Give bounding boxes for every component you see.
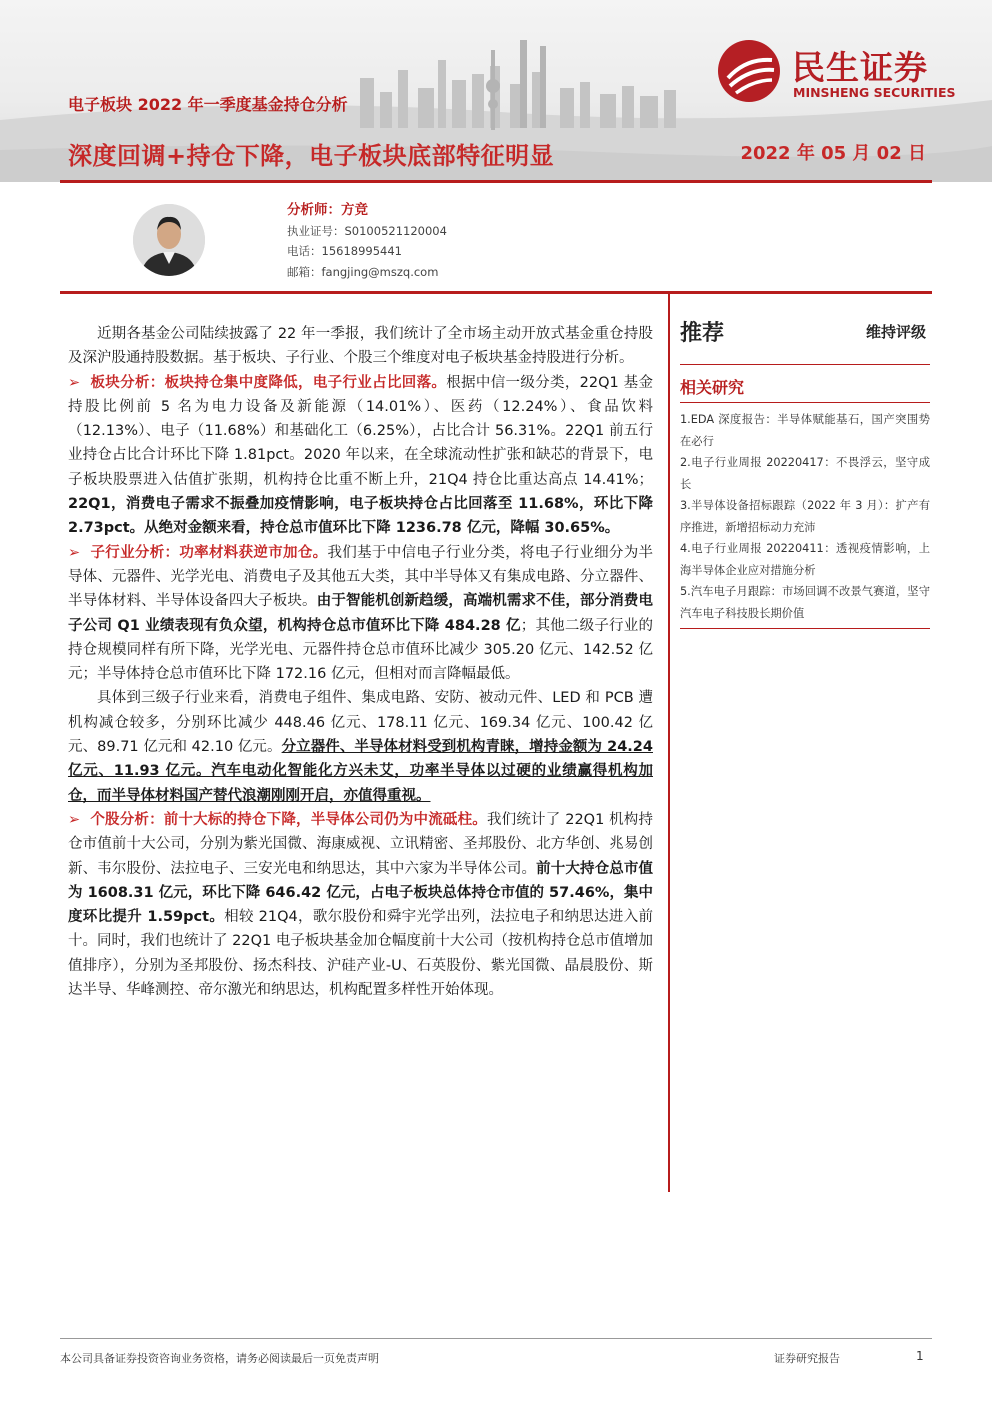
logo-english-text: MINSHENG SECURITIES: [793, 85, 956, 100]
logo-chinese-text: 民生证券: [792, 48, 928, 87]
related-research-bottom-rule: [680, 628, 930, 629]
subindustry-analysis-heading: 子行业分析：功率材料获逆市加仓。: [90, 544, 328, 561]
header-rule: [60, 180, 932, 183]
subindustry-analysis-bold: 由于智能机创新趋缓，高端机需求不佳，部分消费电子公司 Q1 业绩表现有负众望，机构持仓总市值环比下降 484.28 亿: [68, 593, 654, 634]
sector-analysis-paragraph: [68, 371, 653, 541]
stock-analysis-paragraph: [68, 808, 653, 1002]
stock-analysis-heading: 个股分析：前十大标的持仓下降，半导体公司仍为中流砥柱。: [90, 811, 487, 828]
footer-rule: [60, 1338, 932, 1339]
stock-analysis-text: 我们统计了 22Q1 机构持仓市值前十大公司，分别为紫光国微、海康威视、立讯精密、圣邦股份、北方华创、兆易创新、韦尔股份、法拉电子、三安光电和纳思达，其中六家为半导体公司。: [68, 811, 654, 877]
analyst-phone: 电话：15618995441: [287, 244, 402, 258]
footer-disclaimer: 本公司具备证券投资咨询业务资格，请务必阅读最后一页免责声明: [60, 1352, 379, 1365]
subindustry-analysis-paragraph: [68, 541, 653, 687]
related-research-list: [680, 409, 930, 624]
bullet-arrow-icon: ➢: [68, 374, 81, 391]
related-research-item[interactable]: 2.电子行业周报 20220417：不畏浮云，坚守成长: [680, 456, 930, 491]
column-divider: [668, 294, 670, 1192]
analyst-license: 执业证号：S0100521120004: [287, 223, 447, 238]
rating-row: [680, 316, 930, 348]
related-research-rule: [680, 402, 930, 403]
section-rule: [60, 291, 932, 294]
analyst-avatar: [133, 204, 205, 276]
rating-rule: [680, 364, 930, 365]
stock-analysis-text2: 相较 21Q4，歌尔股份和舜宇光学出列，法拉电子和纳思达进入前十。同时，我们也统计了 22Q1 电子板块基金加仓幅度前十大公司（按机构持仓总市值增加值排序），分别为圣邦股份、扬杰科技、沪硅产业-U、石英股份、紫光国微、晶晨股份、斯达半导、华峰测控、帝尔激光和纳思达，机构配置多样性开始体现。: [68, 909, 654, 999]
analyst-info: [287, 200, 447, 282]
related-research-title: 相关研究: [680, 378, 745, 397]
page-number: 1: [916, 1349, 924, 1363]
person-photo-icon: [133, 204, 205, 276]
third-level-bold: 分立器件、半导体材料受到机构青睐，增持金额为 24.24 亿元、11.93 亿元。汽车电动化智能化方兴未艾，功率半导体以过硬的业绩赢得机构加仓，而半导体材料国产替代浪潮刚刚开启，亦值得重视。: [68, 739, 653, 804]
report-date: 2022 年 05 月 02 日: [740, 143, 926, 164]
third-level-paragraph: [68, 686, 653, 807]
report-title: 深度回调+持仓下降，电子板块底部特征明显: [68, 142, 555, 170]
third-level-text: 具体到三级子行业来看，消费电子组件、集成电路、安防、被动元件、LED 和 PCB 遭机构减仓较多，分别环比减少 448.46 亿元、178.11 亿元、169.34 亿元、100.42 亿元、89.71 亿元和 42.10 亿元。: [68, 690, 653, 756]
stock-analysis-bold: 前十大持仓总市值为 1608.31 亿元，环比下降 646.42 亿元，占电子板块总体持仓市值的 57.46%，集中度环比提升 1.59pct。: [68, 860, 654, 926]
bullet-arrow-icon: ➢: [68, 544, 81, 561]
rating-title: 推荐: [680, 321, 725, 346]
analyst-name: 分析师：方竞: [287, 202, 368, 218]
related-research-item[interactable]: 4.电子行业周报 20220411：透视疫情影响，上海半导体企业应对措施分析: [680, 542, 930, 577]
sector-analysis-heading: 板块分析：板块持仓集中度降低，电子行业占比回落。: [90, 374, 447, 391]
main-content: [68, 322, 653, 1002]
report-subtitle: 电子板块 2022 年一季度基金持仓分析: [68, 95, 348, 114]
sector-analysis-text: 根据中信一级分类，22Q1 基金持股比例前 5 名为电力设备及新能源（14.01%）、医药（12.24%）、食品饮料（12.13%）、电子（11.68%）和基础化工（6.25%），占比合计 56.31%。22Q1 前五行业持仓占比合计环比下降 1.81pct。2020 年以来，在全球流动性扩张和缺芯的背景下，电子板块股票进入估值扩张期，机构持仓比重不断上升，21Q4 持仓比重达高点 14.41%；: [68, 374, 654, 488]
minsheng-logo-icon: [716, 38, 782, 104]
footer-report-type: 证券研究报告: [774, 1352, 840, 1365]
subindustry-analysis-text: 我们基于中信电子行业分类，将电子行业细分为半导体、元器件、光学光电、消费电子及其他五大类，其中半导体又有集成电路、分立器件、半导体材料、半导体设备四大子板块。: [68, 544, 654, 610]
company-logo: [716, 38, 966, 104]
sidebar: [680, 316, 930, 629]
rating-status: 维持评级: [865, 323, 926, 341]
related-research-item[interactable]: 1.EDA 深度报告：半导体赋能基石，国产突围势在必行: [680, 413, 930, 448]
analyst-email: 邮箱：fangjing@mszq.com: [287, 264, 439, 279]
sector-analysis-bold: 22Q1，消费电子需求不振叠加疫情影响，电子板块持仓占比回落至 11.68%，环比下降 2.73pct。从绝对金额来看，持仓总市值环比下降 1236.78 亿元，降幅 30.65%。: [68, 496, 653, 537]
related-research-item[interactable]: 5.汽车电子月跟踪：市场回调不改景气赛道，坚守汽车电子科技股长期价值: [680, 585, 930, 620]
related-research-item[interactable]: 3.半导体设备招标跟踪（2022 年 3 月）：扩产有序推进，新增招标动力充沛: [680, 499, 930, 534]
intro-paragraph: 近期各基金公司陆续披露了 22 年一季报，我们统计了全市场主动开放式基金重仓持股及深沪股通持股数据。基于板块、子行业、个股三个维度对电子板块基金持股进行分析。: [68, 326, 653, 367]
bullet-arrow-icon: ➢: [68, 811, 81, 828]
header-banner: [0, 0, 992, 182]
subindustry-analysis-text2: ；其他二级子行业的持仓规模同样有所下降，光学光电、元器件持仓总市值环比减少 305.20 亿元、142.52 亿元；半导体持仓总市值环比下降 172.16 亿元，但相对而言降幅最低。: [68, 617, 653, 683]
